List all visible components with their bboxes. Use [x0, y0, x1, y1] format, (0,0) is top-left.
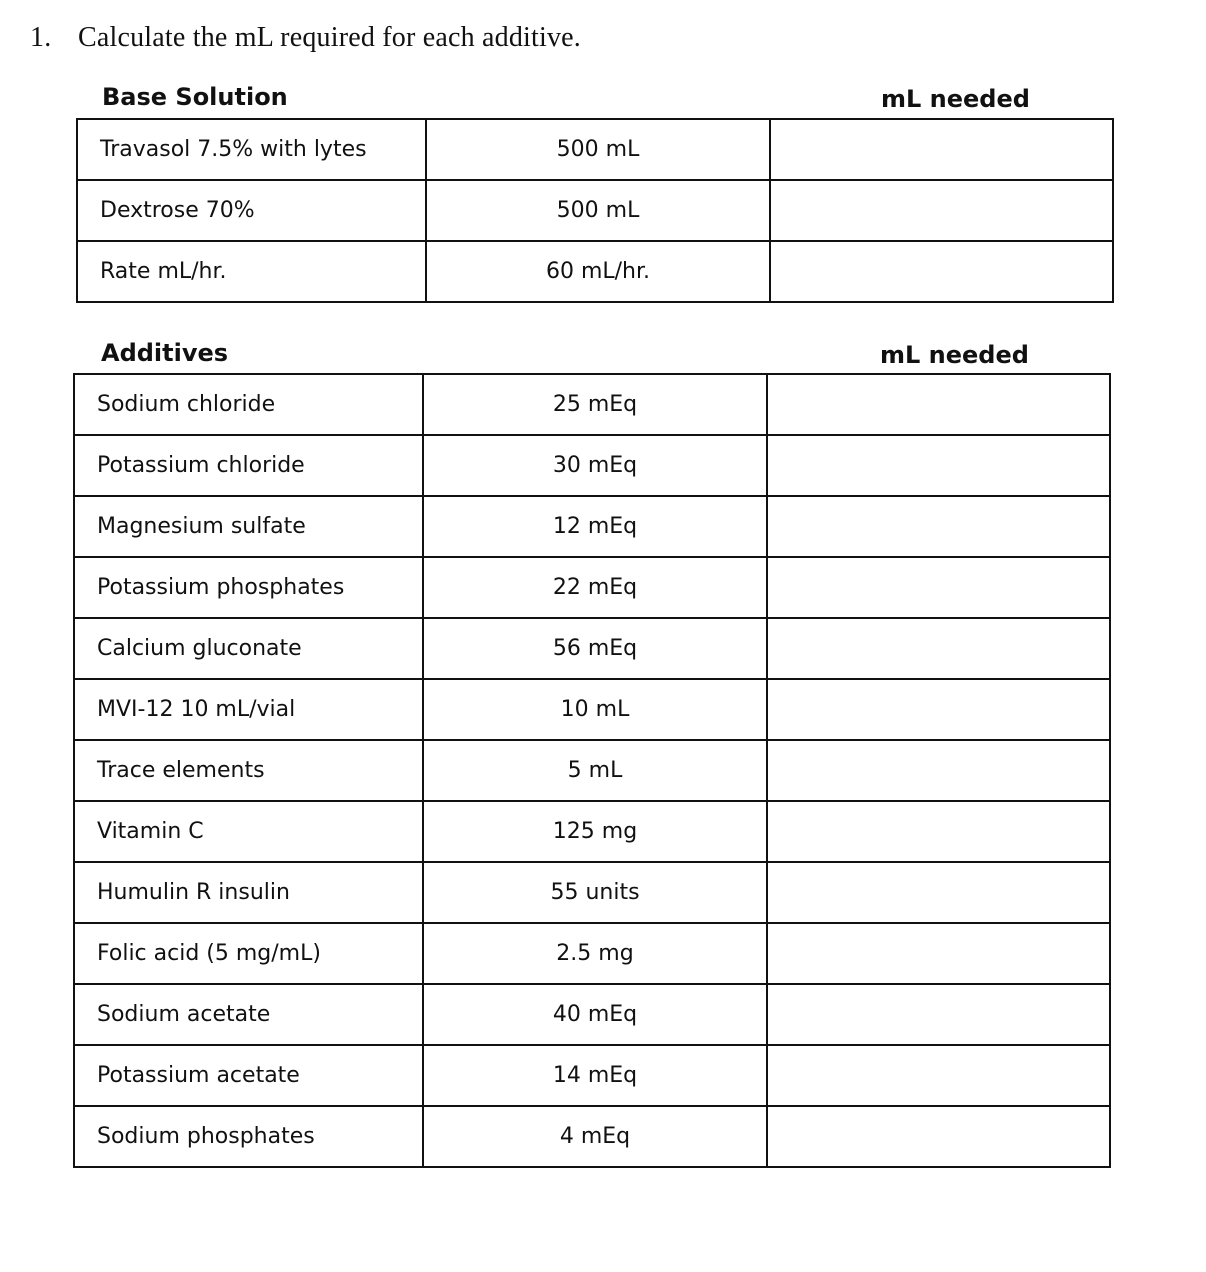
- item-name: Trace elements: [74, 740, 423, 801]
- table-row: [74, 618, 1110, 679]
- table-row: [74, 923, 1110, 984]
- question-text: Calculate the mL required for each additive.: [78, 22, 581, 53]
- base-solution-heading: Base Solution: [102, 83, 288, 111]
- table-row: [74, 435, 1110, 496]
- table-row: [74, 1106, 1110, 1167]
- item-amount: 2.5 mg: [423, 923, 767, 984]
- item-amount: 5 mL: [423, 740, 767, 801]
- item-amount: 60 mL/hr.: [426, 241, 770, 302]
- item-amount: 25 mEq: [423, 374, 767, 435]
- item-name: Dextrose 70%: [77, 180, 426, 241]
- ml-needed-answer-cell[interactable]: [770, 241, 1113, 302]
- item-amount: 500 mL: [426, 180, 770, 241]
- table-row: [77, 241, 1113, 302]
- additives-table: [73, 373, 1111, 1168]
- ml-needed-answer-cell[interactable]: [767, 496, 1110, 557]
- table-row: [74, 984, 1110, 1045]
- question-number: 1.: [30, 22, 52, 53]
- ml-needed-answer-cell[interactable]: [767, 984, 1110, 1045]
- item-name: Potassium phosphates: [74, 557, 423, 618]
- item-name: Potassium acetate: [74, 1045, 423, 1106]
- ml-needed-answer-cell[interactable]: [767, 618, 1110, 679]
- item-amount: 56 mEq: [423, 618, 767, 679]
- item-name: Sodium phosphates: [74, 1106, 423, 1167]
- base-solution-ml-needed-heading: mL needed: [881, 85, 1030, 113]
- ml-needed-answer-cell[interactable]: [770, 119, 1113, 180]
- item-name: Humulin R insulin: [74, 862, 423, 923]
- ml-needed-answer-cell[interactable]: [767, 923, 1110, 984]
- ml-needed-answer-cell[interactable]: [770, 180, 1113, 241]
- item-name: Vitamin C: [74, 801, 423, 862]
- item-amount: 500 mL: [426, 119, 770, 180]
- item-name: Calcium gluconate: [74, 618, 423, 679]
- item-amount: 22 mEq: [423, 557, 767, 618]
- ml-needed-answer-cell[interactable]: [767, 862, 1110, 923]
- item-amount: 125 mg: [423, 801, 767, 862]
- table-row: [77, 180, 1113, 241]
- table-row: [74, 801, 1110, 862]
- ml-needed-answer-cell[interactable]: [767, 801, 1110, 862]
- ml-needed-answer-cell[interactable]: [767, 374, 1110, 435]
- additives-ml-needed-heading: mL needed: [880, 341, 1029, 369]
- table-row: [77, 119, 1113, 180]
- question-prompt: [30, 22, 581, 54]
- table-row: [74, 679, 1110, 740]
- item-amount: 40 mEq: [423, 984, 767, 1045]
- item-amount: 10 mL: [423, 679, 767, 740]
- item-name: Magnesium sulfate: [74, 496, 423, 557]
- table-row: [74, 374, 1110, 435]
- ml-needed-answer-cell[interactable]: [767, 435, 1110, 496]
- item-name: Rate mL/hr.: [77, 241, 426, 302]
- ml-needed-answer-cell[interactable]: [767, 740, 1110, 801]
- item-amount: 30 mEq: [423, 435, 767, 496]
- ml-needed-answer-cell[interactable]: [767, 1045, 1110, 1106]
- item-name: Sodium chloride: [74, 374, 423, 435]
- table-row: [74, 740, 1110, 801]
- table-row: [74, 1045, 1110, 1106]
- item-name: Travasol 7.5% with lytes: [77, 119, 426, 180]
- table-row: [74, 496, 1110, 557]
- table-row: [74, 862, 1110, 923]
- item-name: Potassium chloride: [74, 435, 423, 496]
- base-solution-table: [76, 118, 1114, 303]
- item-amount: 14 mEq: [423, 1045, 767, 1106]
- item-name: Folic acid (5 mg/mL): [74, 923, 423, 984]
- item-amount: 12 mEq: [423, 496, 767, 557]
- ml-needed-answer-cell[interactable]: [767, 1106, 1110, 1167]
- additives-heading: Additives: [101, 339, 229, 367]
- ml-needed-answer-cell[interactable]: [767, 679, 1110, 740]
- item-name: Sodium acetate: [74, 984, 423, 1045]
- item-amount: 55 units: [423, 862, 767, 923]
- item-name: MVI-12 10 mL/vial: [74, 679, 423, 740]
- ml-needed-answer-cell[interactable]: [767, 557, 1110, 618]
- table-row: [74, 557, 1110, 618]
- item-amount: 4 mEq: [423, 1106, 767, 1167]
